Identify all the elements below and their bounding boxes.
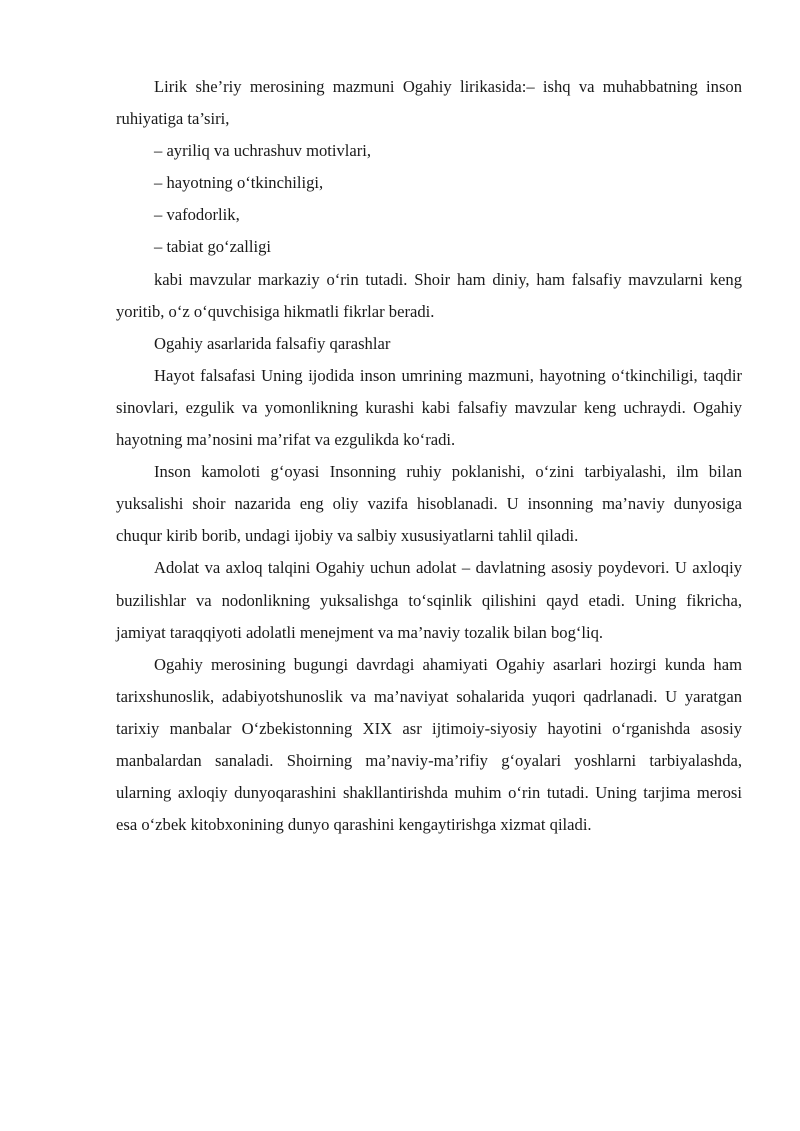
body-paragraph: Inson kamoloti g‘oyasi Insonning ruhiy poklanishi, o‘zini tarbiyalashi, ilm bilan yuksalishi shoir nazarida eng oliy vazifa hisoblanadi. U insonning ma’naviy dunyosiga chuqur kirib borib, undagi ijobiy va salbiy xususiyatlarni tahlil qiladi. (116, 462, 742, 546)
list-item: – vafodorlik, (154, 205, 240, 225)
list-item: – ayriliq va uchrashuv motivlari, (154, 141, 372, 161)
document-page (116, 71, 742, 841)
section-heading: Ogahiy asarlarida falsafiy qarashlar (154, 333, 391, 353)
body-paragraph: kabi mavzular markaziy o‘rin tutadi. Shoir ham diniy, ham falsafiy mavzularni keng yoritib, o‘z o‘quvchisiga hikmatli fikrlar beradi. (116, 269, 742, 321)
intro-paragraph: Lirik she’riy merosining mazmuni Ogahiy lirikasida:– ishq va muhabbatning inson ruhiyatiga ta’siri, (116, 77, 742, 129)
list-item: – tabiat go‘zalligi (154, 237, 272, 257)
body-paragraph: Hayot falsafasi Uning ijodida inson umrining mazmuni, hayotning o‘tkinchiligi, taqdir sinovlari, ezgulik va yomonlikning kurashi kabi falsafiy mavzular keng uchraydi. Ogahiy hayotning ma’nosini ma’rifat va ezgulikda ko‘radi. (116, 365, 742, 450)
body-paragraph: Ogahiy merosining bugungi davrdagi ahamiyati Ogahiy asarlari hozirgi kunda ham tarixshunoslik, adabiyotshunoslik va ma’naviyat sohalarida yuqori qadrlanadi. U yaratgan tarixiy manbalar O‘zbekistonning XIX asr ijtimoiy-siyosiy hayotini o‘rganishda asosiy manbalardan sanaladi. Shoirning ma’naviy-ma’rifiy g‘oyalari yoshlarni tarbiyalashda, ularning axloqiy dunyoqarashini shakllantirishda muhim o‘rin tutadi. Uning tarjima merosi esa o‘zbek kitobxonining dunyo qarashini kengaytirishga xizmat qiladi. (116, 654, 742, 835)
body-paragraph: Adolat va axloq talqini Ogahiy uchun adolat – davlatning asosiy poydevori. U axloqiy buzilishlar va nodonlikning yuksalishga to‘sqinlik qilishini qayd etadi. Uning fikricha, jamiyat taraqqiyoti adolatli menejment va ma’naviy tozalik bilan bog‘liq. (116, 558, 742, 642)
list-item: – hayotning o‘tkinchiligi, (154, 173, 324, 193)
